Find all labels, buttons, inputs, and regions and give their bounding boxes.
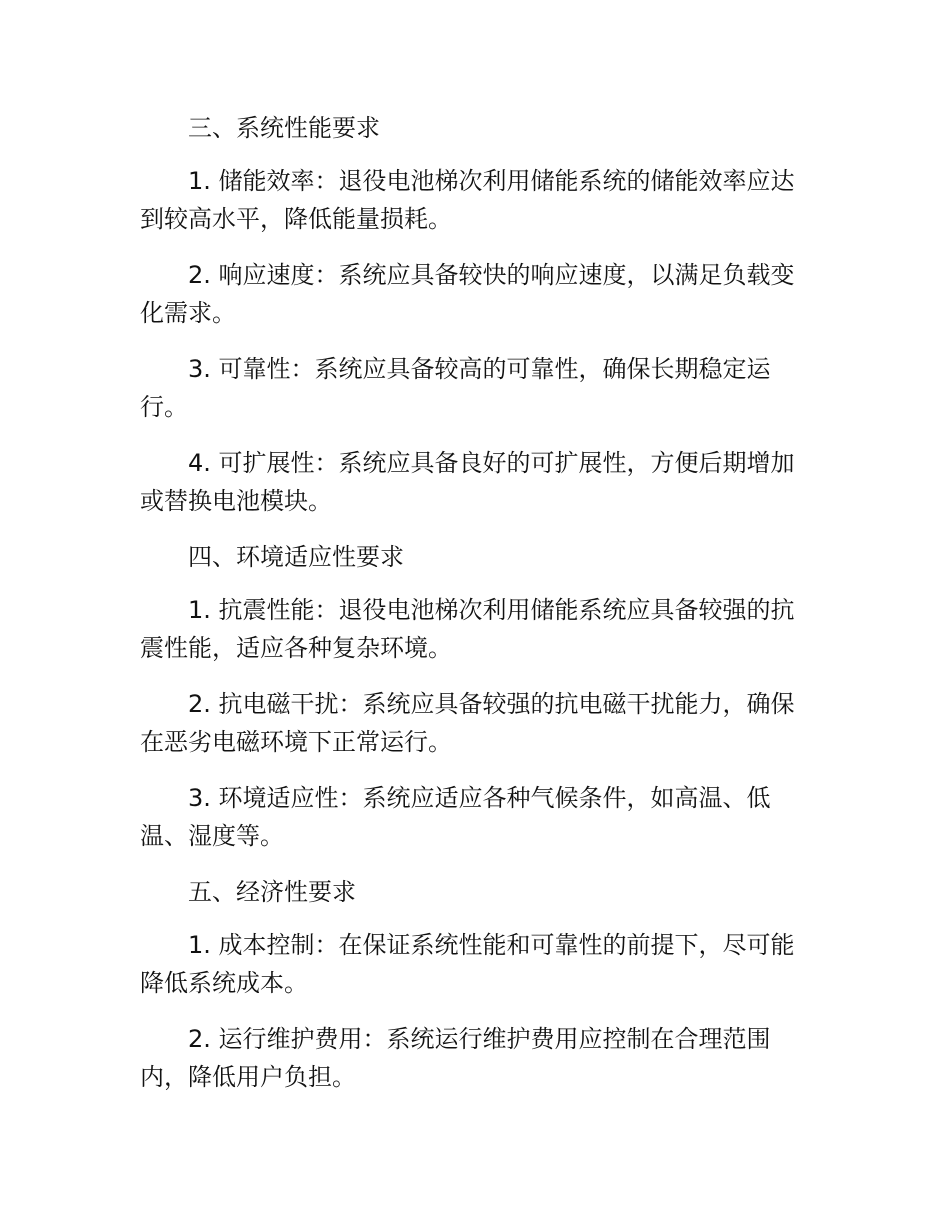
section-heading-environment: 四、环境适应性要求	[188, 543, 404, 571]
paragraph-response-speed: 2. 响应速度：系统应具备较快的响应速度，以满足负载变化需求。	[140, 261, 795, 327]
paragraph-maintenance-cost: 2. 运行维护费用：系统运行维护费用应控制在合理范围内，降低用户负担。	[140, 1025, 771, 1091]
section-heading-economy: 五、经济性要求	[188, 878, 356, 906]
paragraph-scalability: 4. 可扩展性：系统应具备良好的可扩展性，方便后期增加或替换电池模块。	[140, 449, 795, 515]
paragraph-emi-resistance: 2. 抗电磁干扰：系统应具备较强的抗电磁干扰能力，确保在恶劣电磁环境下正常运行。	[140, 690, 795, 756]
paragraph-seismic-performance: 1. 抗震性能：退役电池梯次利用储能系统应具备较强的抗震性能，适应各种复杂环境。	[140, 596, 795, 662]
section-heading-performance: 三、系统性能要求	[188, 114, 380, 142]
paragraph-storage-efficiency: 1. 储能效率：退役电池梯次利用储能系统的储能效率应达到较高水平，降低能量损耗。	[140, 167, 795, 233]
paragraph-reliability: 3. 可靠性：系统应具备较高的可靠性，确保长期稳定运行。	[140, 355, 771, 421]
paragraph-cost-control: 1. 成本控制：在保证系统性能和可靠性的前提下，尽可能降低系统成本。	[140, 931, 795, 997]
document-body	[140, 109, 815, 1114]
paragraph-environment-adaptability: 3. 环境适应性：系统应适应各种气候条件，如高温、低温、湿度等。	[140, 784, 771, 850]
